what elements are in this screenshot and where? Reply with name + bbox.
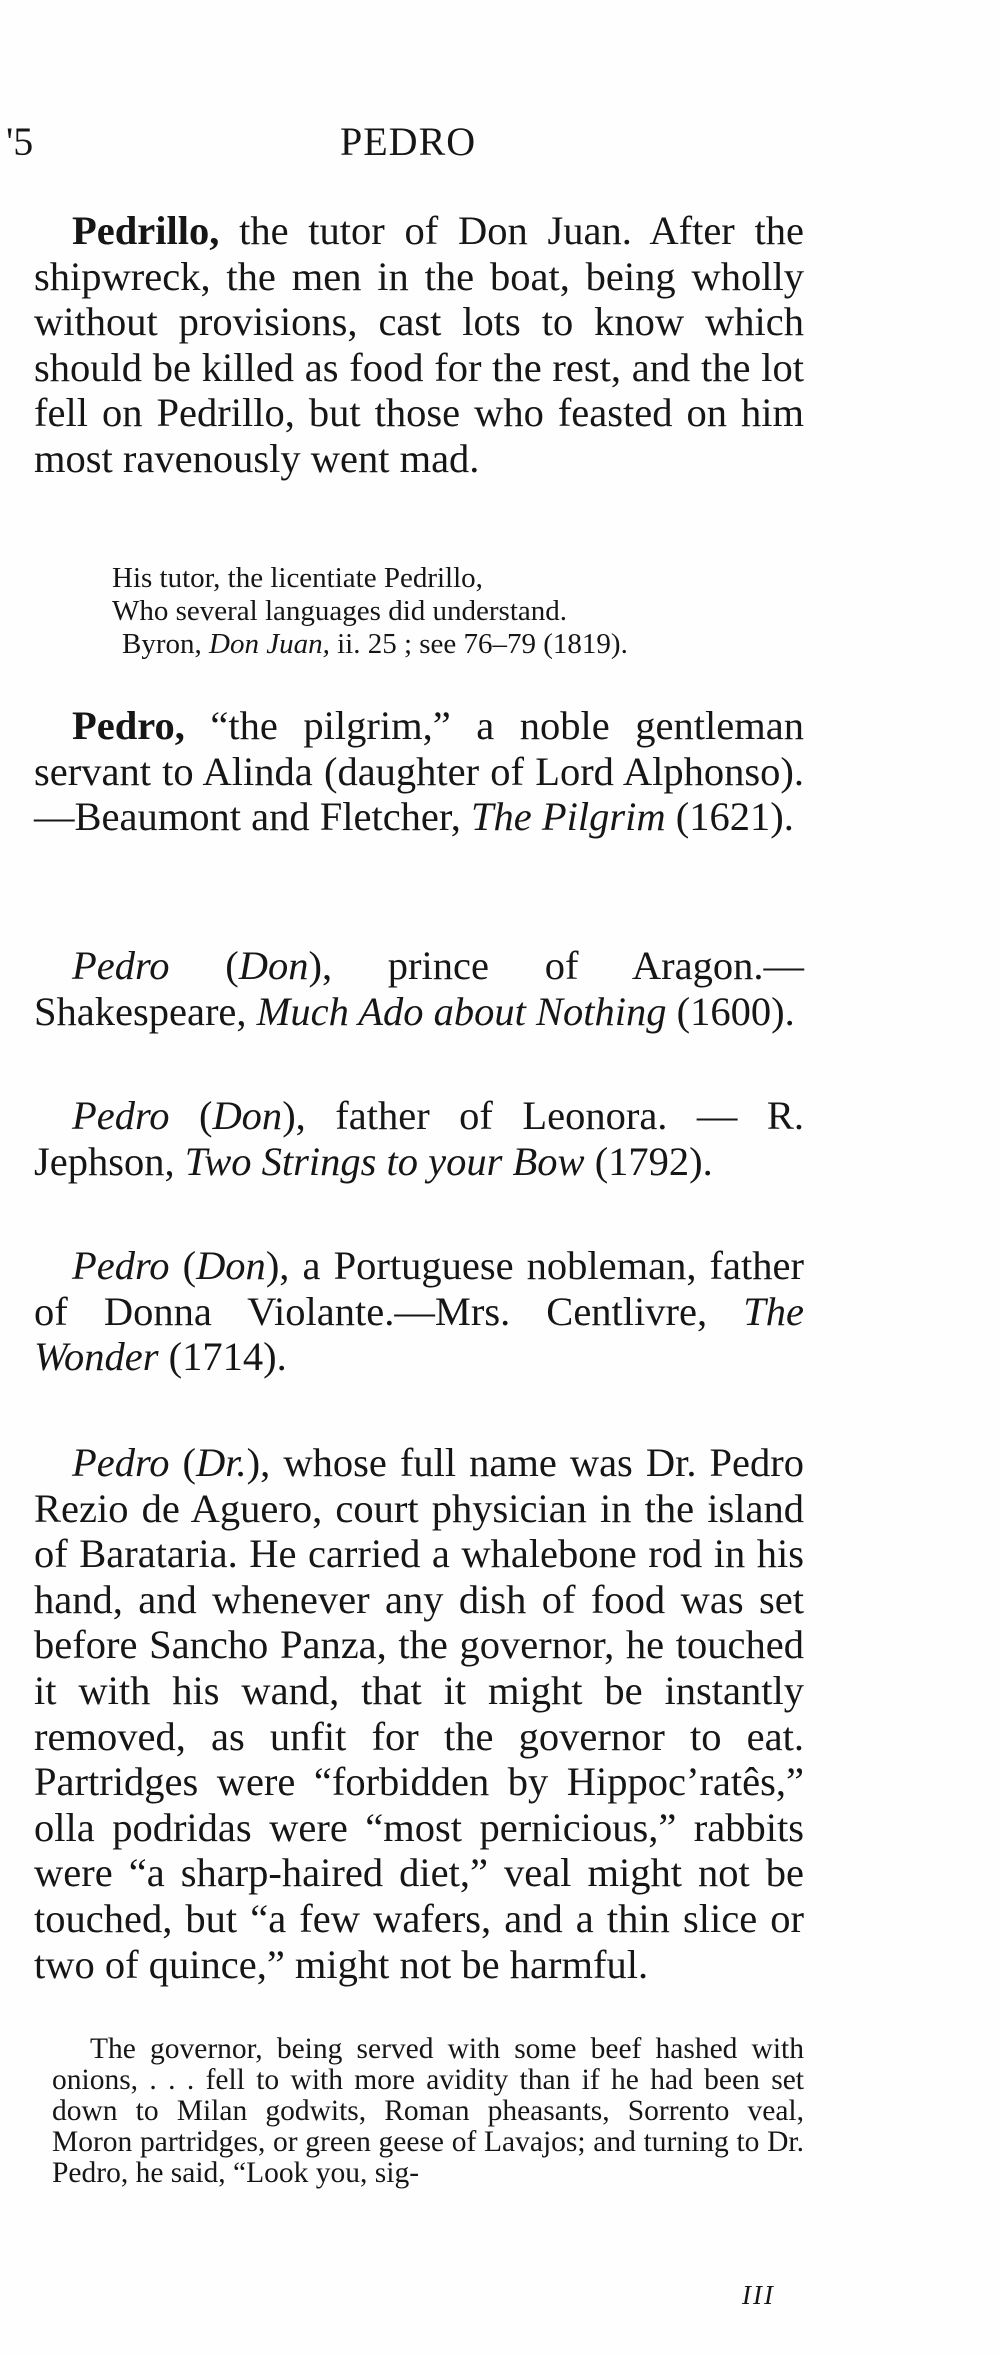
signature-mark: III	[742, 2280, 775, 2310]
title: Don	[212, 1093, 283, 1138]
entry-text: ), a Portuguese nobleman, father of Donna Violante.—Mrs. Centlivre,	[34, 1243, 804, 1334]
running-head: PEDRO	[340, 119, 477, 164]
page-header	[0, 118, 1000, 168]
headword: Pedro	[72, 1440, 170, 1485]
entry-text: “the pilgrim,” a noble gentleman servant to Alinda (daughter of Lord Alphonso).—Beaumont and Fletcher,	[34, 703, 804, 840]
page-number: '5	[6, 119, 34, 164]
paren: (	[169, 1440, 197, 1485]
quote-line: His tutor, the licentiate Pedrillo,	[112, 562, 483, 594]
title: Dr.	[196, 1440, 247, 1485]
title: Don	[196, 1243, 266, 1288]
quote-citation	[112, 628, 812, 661]
headword: Pedro	[72, 1243, 170, 1288]
work-date: (1792).	[584, 1138, 713, 1184]
entry-text: the tutor of Don Juan. After the shipwreck, the men in the boat, being wholly without provisions, cast lots to know which should be killed as food for the rest, and the lot fell on Pedrillo, but those who feasted on him most ravenously went mad.	[34, 208, 804, 481]
quote-text: The governor, being served with some beef hashed with onions, . . . fell to with more avidity than if he had been set down to Milan godwits, Roman pheasants, Sorrento veal, Moron partridges, or green geese of Lavajos; and turning to Dr. Pedro, he said, “Look you, sig-	[52, 2033, 804, 2189]
headword: Pedro,	[72, 703, 185, 748]
entry-text: ), father of Leonora. — R. Jephson,	[34, 1093, 804, 1184]
quote-byron	[112, 562, 812, 661]
cite-author: Byron,	[122, 628, 209, 660]
paren: (	[169, 1093, 213, 1138]
work-date: (1714).	[158, 1334, 287, 1380]
paren: (	[169, 943, 239, 988]
entry-text: ), prince of Aragon.—Shakespeare,	[34, 943, 804, 1034]
work-date: (1600).	[666, 988, 795, 1034]
entry-pedro-don-aragon	[34, 943, 804, 1034]
entry-pedro-dr	[34, 1440, 804, 1987]
work-title: Much Ado about Nothing	[256, 988, 667, 1034]
paren: (	[169, 1243, 197, 1288]
entry-pedro-pilgrim	[34, 703, 804, 840]
cite-rest: ii. 25 ; see 76–79 (1819).	[329, 628, 628, 660]
title: Don	[238, 943, 309, 988]
headword: Pedro	[72, 1093, 170, 1138]
cite-work: Don Juan,	[209, 628, 330, 660]
work-title: The Pilgrim	[471, 794, 666, 840]
entry-pedrillo	[34, 208, 804, 482]
headword: Pedrillo,	[72, 208, 220, 253]
quote-line: Who several languages did understand.	[112, 595, 567, 627]
entry-pedro-don-leonora	[34, 1093, 804, 1184]
quote-cervantes	[52, 2034, 804, 2189]
work-date: (1621).	[665, 794, 794, 840]
work-title: Two Strings to your Bow	[184, 1138, 585, 1184]
headword: Pedro	[72, 943, 170, 988]
entry-text: ), whose full name was Dr. Pedro Rezio de Aguero, court physician in the island of Barataria. He carried a whalebone rod in his hand, and whenever any dish of food was set before Sancho Panza, the governor, he touched it with his wand, that it might be instantly removed, as unfit for the governor to eat. Partridges were “forbidden by Hippoc’ratês,” olla podridas were “most pernicious,” rabbits were “a sharp-haired diet,” veal might not be touched, but “a few wafers, and a thin slice or two of quince,” might not be harmful.	[34, 1440, 804, 1987]
entry-pedro-don-portuguese	[34, 1243, 804, 1380]
work-title: The Wonder	[34, 1288, 804, 1380]
